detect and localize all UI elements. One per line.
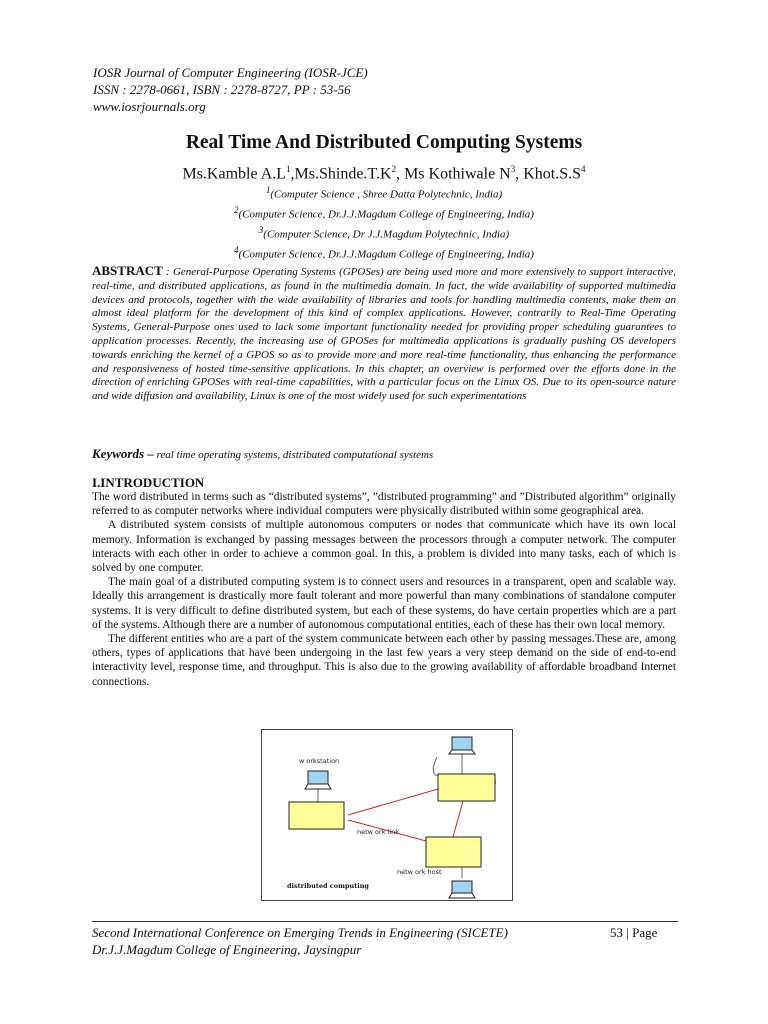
affiliation-text: (Computer Science, Dr.J.J.Magdum College of Engineering, India) [238,249,534,262]
affiliation-list [0,183,768,264]
author-name: Ms Kothiwale N [404,165,511,183]
workstation-icon [449,737,475,754]
affiliation [0,223,768,243]
author-affiliation-mark: 2 [391,164,397,174]
workstation-node [289,802,344,829]
paragraph: The word distributed in terms such as “distributed systems”, ”distributed programming” and ”Distributed algorithm” originally referred to as computer networks where individual computers were physically distributed within some geographical area. [92,491,676,518]
affiliation-text: (Computer Science , Shree Datta Polytechnic, India) [270,188,503,201]
author-name: Khot.S.S [523,165,582,183]
author-list: Ms.Kamble $A.L^1,Ms.Shinde.T.K^2$, Ms Kothiwale $N^3$, $Khot.S.S^4$ [182,164,586,183]
footer-conference: Second International Conference on Emerging Trends in Engineering (SICETE) [92,925,508,940]
network-link-label: netw ork link [357,828,400,836]
distributed-computing-figure [261,729,513,901]
affiliation-mark: 1 [265,185,271,195]
abstract-label: ABSTRACT [92,263,163,278]
abstract [92,264,676,404]
author-affiliation-mark: 3 [510,164,516,174]
journal-header [93,64,368,115]
introduction-body [92,490,676,689]
affiliation-text: (Computer Science, Dr J.J.Magdum Polytechnic, India) [263,228,510,241]
figure-caption: distributed computing [287,882,369,890]
section-heading: I.INTRODUCTION [92,475,205,490]
author-affiliation-mark: 4 [581,164,586,174]
workstation-icon [449,881,475,898]
journal-name: IOSR Journal of Computer Engineering (IOSR-JCE) [93,65,368,80]
journal-website: www.iosrjournals.org [93,99,206,114]
affiliation-text: (Computer Science, Dr.J.J.Magdum College of Engineering, India) [238,208,534,221]
server-node [438,774,495,801]
network-host-label: netw ork host [397,868,442,876]
paragraph: The main goal of a distributed computing system is to connect users and resources in a transparent, open and scalable way. Ideally this arrangement is drastically more fault tolerant and more powerful than many combinations of standalone computer systems. It is very difficult to define distributed system, but each of these systems, do have certain properties which are a part of the systems. Although there are a number of autonomous computational entities, each of these has their own local memory. [92,576,676,631]
keywords-label: Keywords – [92,446,154,461]
affiliation-mark: 2 [234,205,239,216]
abstract-separator: : [162,266,173,278]
paragraph: A distributed system consists of multiple autonomous computers or nodes that communicate which have its own local memory. Information is exchanged by passing messages between the processors through a computer network. The computer interacts with each other in order to achieve a common goal. In this, a problem is divided into many tasks, each of which is solved by one computer. [92,519,676,575]
keywords [92,446,433,462]
journal-issn: ISSN : 2278-0661, ISBN : 2278-8727, PP : 53-56 [93,82,351,97]
affiliation [0,183,768,203]
author-name: Ms.Shinde.T.K [294,165,392,183]
affiliation [0,243,768,263]
abstract-text: General-Purpose Operating Systems (GPOSes) are being used more and more extensively to support interactive, real-time, and distributed applications, as found in the multimedia domain. In fact, the wide availability of supported multimedia devices and protocols, together with the wide availability of libraries and tools for handling multimedia contents, make them an almost ideal platform for the development of this kind of complex applications. However, contrarily to Real-Time Operating Systems, General-Purpose ones used to lack some important functionality needed for providing proper scheduling guarantees to application processes. Recently, the increasing use of GPOSes for multimedia applications is gradually pushing OS developers towards enriching the kernel of a GPOS so as to provide more and more real-time functionality, thus enhancing the performance and responsiveness of hosted time-sensitive applications. In this chapter, an overview is performed over the efforts done in the direction of enriching GPOSes with real-time capabilities, with a particular focus on the Linux OS. Due to its open-source nature and wide diffusion and availability, Linux is one of the most widely used for such experimentations [92,266,676,403]
network-host-node [426,837,481,867]
affiliation [0,203,768,223]
footer-college: Dr.J.J.Magdum College of Engineering, Jaysingpur [92,942,362,957]
paper-title: Real Time And Distributed Computing Systems [185,132,583,153]
workstation-label: w orkstation [299,757,340,765]
affiliation-mark: 4 [234,245,239,256]
keywords-text: real time operating systems, distributed computational systems [156,449,434,461]
author-name: Ms.Kamble A.L [182,165,287,183]
footer-divider [92,921,678,922]
page-number: 53 | Page [610,925,658,940]
paragraph: The different entities who are a part of the system communicate between each other by passing messages.These are, among others, types of applications that have been undergoing in the last few years a very steep demand on the side of end-to-end interactivity level, response time, and throughput. This is also due to the growing availability of affordable broadband Internet connections. [92,633,676,688]
author-affiliation-mark: 1 [286,164,291,174]
workstation-icon [305,771,331,789]
affiliation-mark: 3 [258,225,264,236]
